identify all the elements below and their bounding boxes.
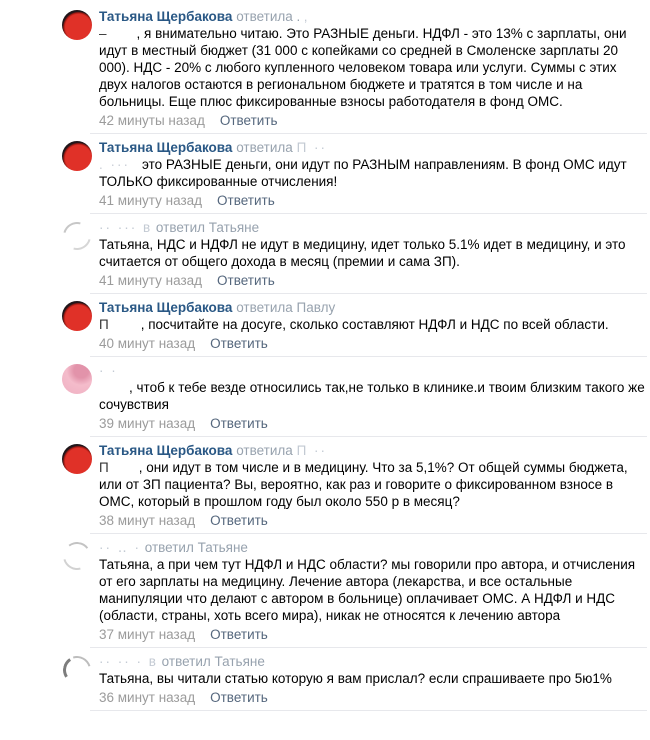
redaction-gap (130, 168, 142, 169)
reply-button[interactable]: Ответить (217, 193, 275, 208)
redacted-name-fragment: ·· ·· · в (99, 654, 158, 669)
user-avatar[interactable] (62, 541, 92, 571)
comment-text (99, 379, 645, 413)
reply-context: ответил Татьяне (144, 540, 248, 555)
author-link[interactable]: Татьяна Щербакова (99, 9, 233, 24)
user-avatar[interactable] (62, 221, 92, 251)
comment-footer (99, 415, 645, 432)
author-link[interactable]: Татьяна Щербакова (99, 443, 233, 458)
comment-footer (99, 272, 645, 289)
comment-text (99, 25, 645, 110)
timestamp-link[interactable]: 40 минут назад (99, 336, 196, 351)
comment-footer (99, 192, 645, 209)
comment-header (99, 653, 645, 670)
comment-header (99, 539, 645, 556)
comment-header (99, 8, 645, 25)
comment-text (99, 670, 645, 687)
timestamp-link[interactable]: 41 минуту назад (99, 193, 203, 208)
timestamp-link[interactable]: 39 минут назад (99, 416, 196, 431)
redaction-gap (107, 37, 137, 38)
comment-footer (99, 112, 645, 129)
comment-text-content: Татьяна, вы читали статью которую я вам прислал? если спрашиваете про 5ю1% (99, 671, 612, 686)
redacted-name-fragment: · · (99, 363, 118, 378)
comment-text (99, 459, 645, 510)
comment-text-content: Татьяна, а при чем тут НДФЛ и НДС области? мы говорили про автора, и отчисления от его зарплаты на медицину. Лечение автора (лекарства, и все остальные манипуляции что делают с автором в больнице) оплачивает ОМС. А НДФЛ и НДС (области, страны, хоть всего мира), никак не относятся к лечению автора (99, 557, 636, 623)
comment-text (99, 316, 645, 333)
comment (62, 357, 650, 436)
comment (62, 648, 650, 710)
comment-text (99, 156, 645, 190)
comment (62, 134, 650, 213)
comment-text-content: , я внимательно читаю. Это РАЗНЫЕ деньги. НДФЛ - это 13% с зарплаты, они идут в местный бюджет (31 000 с копейками со средней в Смоленске зарплаты 20 000). НДС - 20% с любого купленного человеком товара или услуги. Суммы с этих двух налогов остаются в региональном бюджете и тратятся в том числе и на больницы. Еще плюс фиксированные взносы работодателя в фонд ОМС. (99, 26, 627, 109)
comment (62, 294, 650, 356)
reply-button[interactable]: Ответить (210, 416, 268, 431)
timestamp-link[interactable]: 42 минуты назад (99, 113, 205, 128)
comment (62, 534, 650, 647)
comment-text-content: , посчитайте на досуге, сколько составляют НДФЛ и НДС по всей области. (140, 317, 609, 332)
comment-footer (99, 512, 645, 529)
comment-header (99, 219, 645, 236)
avatar-scribble (58, 651, 96, 689)
redacted-name-fragment: П ·· (296, 443, 328, 458)
comment-text-content: , они идут в том числе и в медицину. Что за 5,1%? От общей суммы бюджета, или от ЗП пациента? Вы, вероятно, как раз и говорите о фиксированном взносе в ОМС, который в прошлом году был около 550 р в месяц? (99, 460, 628, 509)
comment (62, 214, 650, 293)
reply-context: ответил Татьяне (161, 654, 265, 669)
author-link[interactable]: Татьяна Щербакова (99, 300, 233, 315)
user-avatar[interactable] (62, 655, 92, 685)
comment-text (99, 556, 645, 624)
reply-context: ответила (236, 443, 293, 458)
comment-header (99, 139, 645, 156)
redacted-text-fragment: П (99, 317, 109, 332)
redaction-gap (99, 391, 129, 392)
user-avatar[interactable] (62, 364, 92, 394)
redacted-name-fragment: ‚ (304, 9, 310, 24)
redacted-name-fragment: П ·· (296, 140, 328, 155)
comment-header (99, 299, 645, 316)
comment-text-content: это РАЗНЫЕ деньги, они идут по РАЗНЫМ направлениям. В фонд ОМС идут ТОЛЬКО фиксированные отчисления! (99, 157, 627, 189)
user-avatar[interactable] (62, 10, 92, 40)
comment-text-content: Татьяна, НДС и НДФЛ не идут в медицину, идет только 5.1% идет в медицину, и это считается от общего дохода в месяц (премии и сама ЗП). (99, 237, 626, 269)
timestamp-link[interactable]: 37 минут назад (99, 627, 196, 642)
timestamp-link[interactable]: 41 минуту назад (99, 273, 203, 288)
redacted-name-fragment: ·· ··· в (99, 220, 153, 235)
reply-button[interactable]: Ответить (210, 690, 268, 705)
author-link[interactable]: Татьяна Щербакова (99, 140, 233, 155)
user-avatar[interactable] (62, 444, 92, 474)
reply-button[interactable]: Ответить (219, 113, 278, 128)
comment-text-content: , чтоб к тебе везде относились так,не только в клинике.и твоим близким такого же сочувствия (99, 380, 645, 412)
redacted-name-fragment: ·· ‥ · (99, 540, 141, 555)
redacted-text-fragment: . ··· (99, 157, 130, 172)
reply-button[interactable]: Ответить (217, 273, 275, 288)
redaction-gap (109, 471, 139, 472)
reply-context: ответил Татьяне (155, 220, 260, 235)
reply-context: ответила (236, 140, 293, 155)
reply-button[interactable]: Ответить (210, 513, 268, 528)
comment-footer (99, 335, 645, 352)
reply-context: ответила . (236, 9, 301, 24)
user-avatar[interactable] (62, 301, 92, 331)
comment-footer (99, 626, 645, 643)
redacted-text-fragment: П (99, 460, 109, 475)
avatar-scribble (58, 537, 96, 575)
redaction-gap (109, 328, 141, 329)
divider (90, 710, 647, 711)
user-avatar[interactable] (62, 141, 92, 171)
comment-footer (99, 689, 645, 706)
avatar-scribble (58, 217, 96, 255)
timestamp-link[interactable]: 36 минут назад (99, 690, 196, 705)
reply-button[interactable]: Ответить (210, 627, 268, 642)
comment-header (99, 442, 645, 459)
comment (62, 3, 650, 133)
comment-header (99, 362, 645, 379)
comment-text (99, 236, 645, 270)
reply-context: ответила Павлу (236, 300, 336, 315)
reply-button[interactable]: Ответить (210, 336, 268, 351)
timestamp-link[interactable]: 38 минут назад (99, 513, 196, 528)
comment (62, 437, 650, 533)
redacted-text-fragment: – (99, 26, 107, 41)
